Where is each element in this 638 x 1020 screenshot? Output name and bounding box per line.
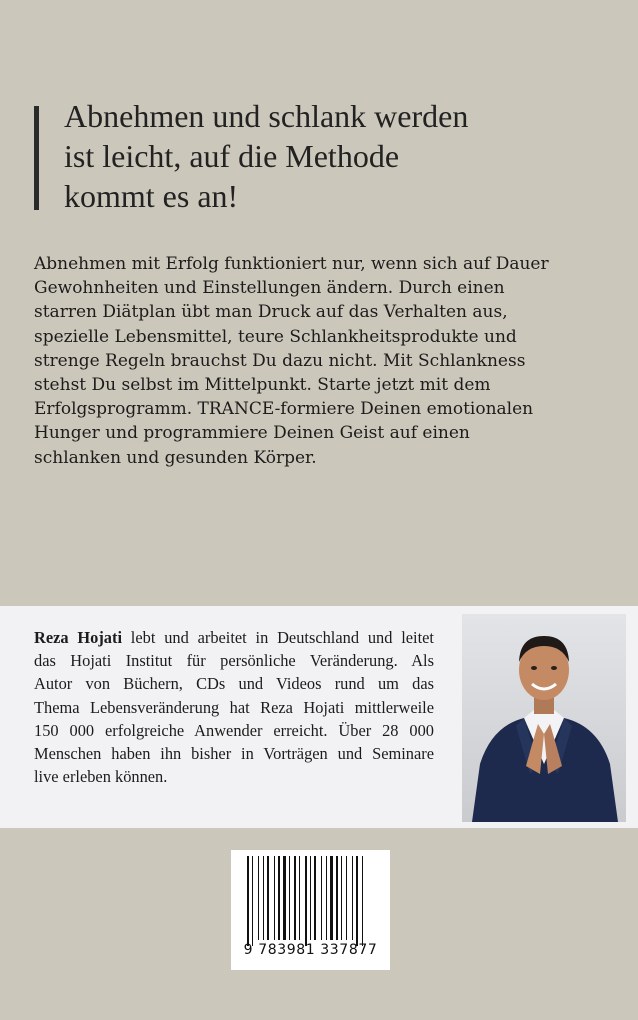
barcode-bar xyxy=(314,856,316,940)
author-bio-line: 150 000 erfolgreiche Anwender erreicht. Über 28 000 xyxy=(34,720,434,740)
barcode-bar xyxy=(346,856,347,940)
barcode-bar xyxy=(278,856,280,940)
barcode xyxy=(231,850,390,970)
author-bio-first-line: lebt und arbeitet in Deutschland und leitet xyxy=(122,628,434,647)
barcode-bar xyxy=(289,856,290,940)
barcode-bar xyxy=(341,856,342,940)
author-bio xyxy=(34,626,434,788)
barcode-bars xyxy=(231,850,390,948)
barcode-bar xyxy=(330,856,333,940)
barcode-bar xyxy=(294,856,296,940)
blurb-text xyxy=(34,252,614,470)
author-bio-line xyxy=(34,626,434,649)
barcode-bar xyxy=(252,856,253,946)
barcode-bar xyxy=(362,856,363,946)
author-bio-line: Menschen haben ihn bisher in Vorträgen und Seminare xyxy=(34,744,434,764)
blurb-line: Hunger und programmiere Deinen Geist auf einen xyxy=(34,423,470,444)
author-bio-line: Thema Lebensveränderung hat Reza Hojati mittlerweile xyxy=(34,697,434,717)
quote-accent-bar xyxy=(34,106,39,210)
barcode-bar xyxy=(247,856,249,946)
barcode-bar xyxy=(321,856,322,940)
barcode-bar xyxy=(356,856,358,946)
author-bio-line: Autor von Büchern, CDs und Videos rund um das xyxy=(34,674,434,694)
barcode-bar xyxy=(299,856,300,940)
headline-line: ist leicht, auf die Methode xyxy=(64,138,400,174)
isbn-number: 9 783981 337877 xyxy=(243,942,378,958)
headline-quote xyxy=(64,96,584,216)
barcode-bar xyxy=(305,856,307,946)
author-panel xyxy=(0,606,638,828)
blurb-line: spezielle Lebensmittel, teure Schlankheitsprodukte und xyxy=(34,326,517,347)
author-photo xyxy=(462,614,626,822)
barcode-bar xyxy=(267,856,269,940)
blurb-line: stehst Du selbst im Mittelpunkt. Starte jetzt mit dem xyxy=(34,375,491,396)
blurb-line: Gewohnheiten und Einstellungen ändern. Durch einen xyxy=(34,278,505,299)
barcode-bar xyxy=(258,856,259,940)
blurb-line: strenge Regeln brauchst Du dazu nicht. Mit Schlankness xyxy=(34,350,526,371)
barcode-bar xyxy=(283,856,286,940)
author-name: Reza Hojati xyxy=(34,628,122,647)
blurb-line: Erfolgsprogramm. TRANCE-formiere Deinen emotionalen xyxy=(34,399,534,420)
barcode-bar xyxy=(352,856,353,940)
author-portrait-illustration xyxy=(462,614,626,822)
barcode-bar xyxy=(310,856,311,940)
barcode-bar xyxy=(263,856,264,940)
blurb-line: schlanken und gesunden Körper. xyxy=(34,447,317,468)
blurb-line: starren Diätplan übt man Druck auf das Verhalten aus, xyxy=(34,302,508,323)
author-bio-line: das Hojati Institut für persönliche Veränderung. Als xyxy=(34,651,434,671)
barcode-bar xyxy=(336,856,338,940)
author-bio-line: live erleben können. xyxy=(34,767,168,787)
headline-line: kommt es an! xyxy=(64,178,239,214)
barcode-bar xyxy=(326,856,327,940)
blurb-line: Abnehmen mit Erfolg funktioniert nur, wenn sich auf Dauer xyxy=(34,254,549,274)
headline-line: Abnehmen und schlank werden xyxy=(64,98,469,134)
barcode-bar xyxy=(274,856,275,940)
